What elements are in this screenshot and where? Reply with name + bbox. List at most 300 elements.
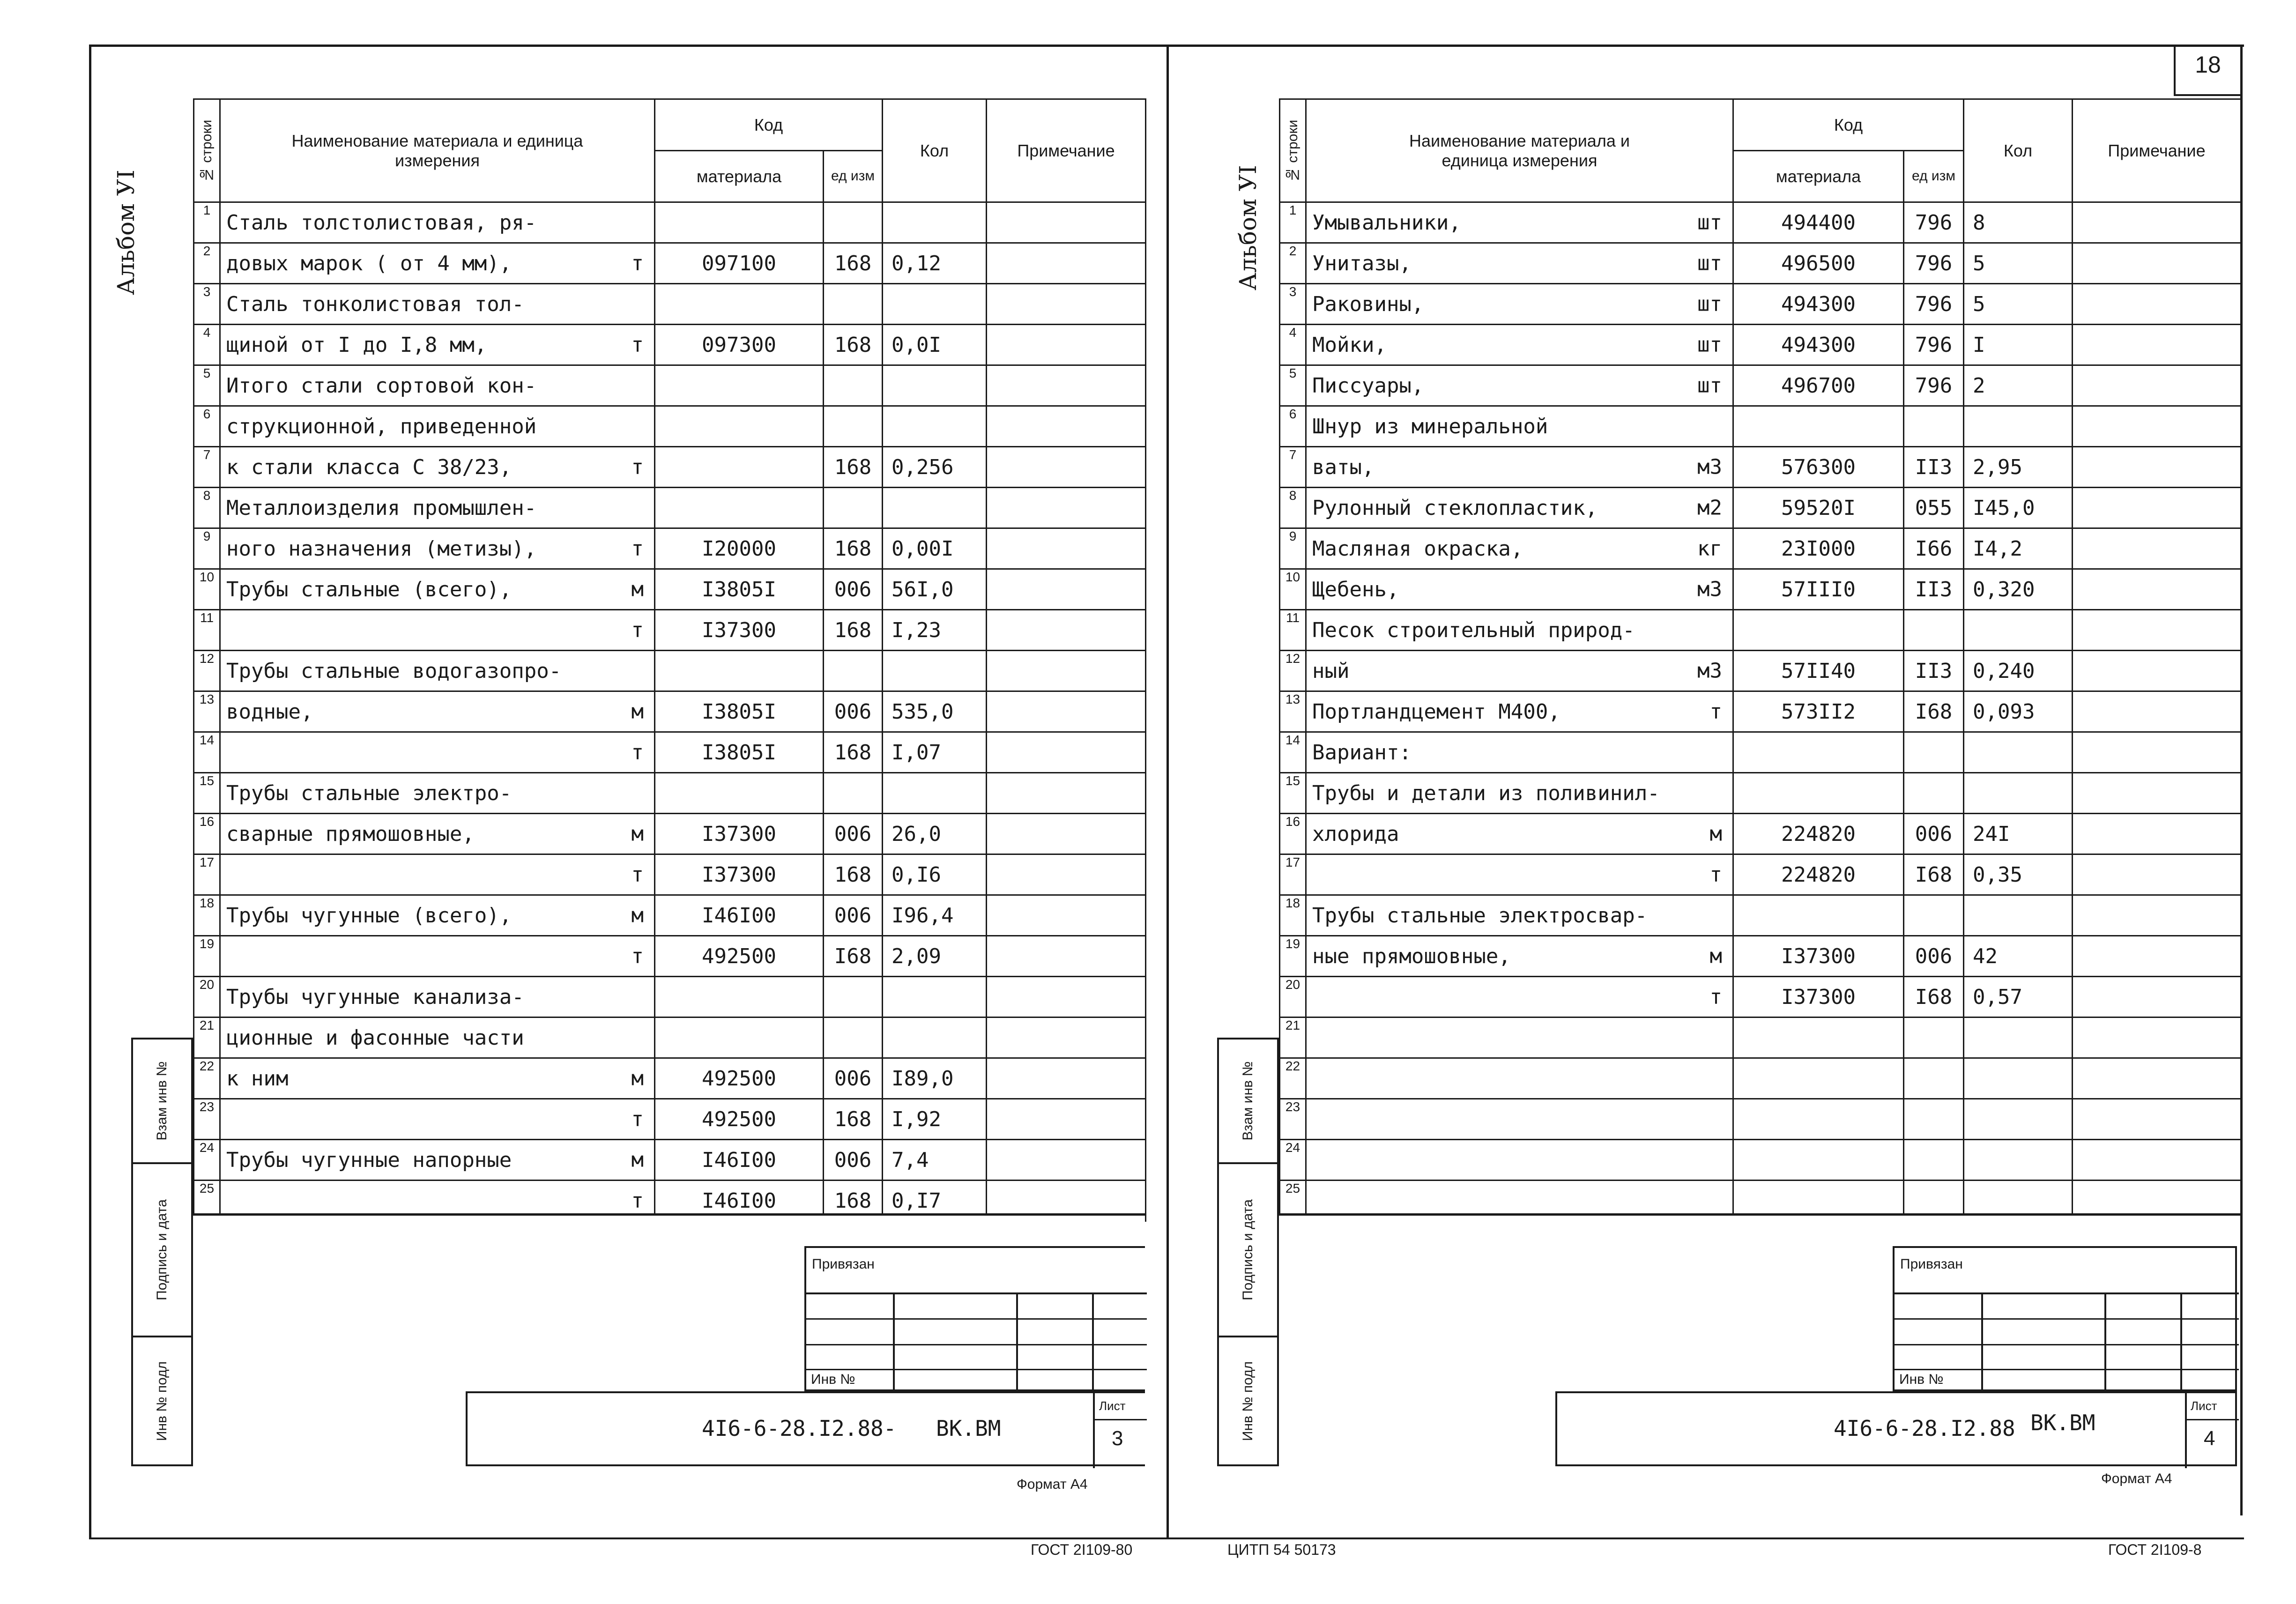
row-number-cell: 14 xyxy=(1280,732,1306,773)
note-cell xyxy=(987,528,1146,569)
row-number-cell: 14 xyxy=(194,732,220,773)
material-code-cell: I37300 xyxy=(655,854,824,895)
unit-of-measure: т xyxy=(631,944,644,968)
material-code-cell: 097300 xyxy=(655,325,824,365)
row-number-cell: 4 xyxy=(1280,325,1306,365)
document-code: 4I6-6-28.I2.88- xyxy=(702,1416,897,1441)
material-name: довых марок ( от 4 мм), xyxy=(226,251,512,275)
material-code-cell: 496500 xyxy=(1733,243,1904,284)
unit-code-cell: 055 xyxy=(1904,488,1964,528)
unit-code-cell xyxy=(824,284,883,325)
row-number-cell: 1 xyxy=(194,202,220,243)
table-row xyxy=(194,773,1146,814)
table-row xyxy=(1280,1099,2241,1140)
material-name: Трубы чугунные (всего), xyxy=(226,903,512,928)
left-border-line xyxy=(89,45,91,1539)
quantity-cell xyxy=(1964,1017,2073,1058)
material-code-cell: I37300 xyxy=(655,814,824,854)
material-code-cell: 576300 xyxy=(1733,447,1904,488)
note-cell xyxy=(2073,1058,2241,1099)
material-code-cell: 224820 xyxy=(1733,814,1904,854)
unit-code-cell: I68 xyxy=(1904,691,1964,732)
material-name-cell xyxy=(1306,936,1733,977)
unit-of-measure: м xyxy=(631,699,644,724)
table-body-left xyxy=(194,202,1146,1221)
table-row xyxy=(1280,406,2241,447)
material-name-cell xyxy=(1306,1017,1733,1058)
document-code: 4I6-6-28.I2.88 xyxy=(1834,1416,2015,1441)
note-cell xyxy=(2073,569,2241,610)
row-number-cell: 12 xyxy=(194,651,220,691)
note-cell xyxy=(2073,895,2241,936)
table-row xyxy=(1280,895,2241,936)
note-cell xyxy=(2073,977,2241,1017)
table-row xyxy=(1280,243,2241,284)
quantity-cell: 2 xyxy=(1964,365,2073,406)
quantity-cell xyxy=(1964,610,2073,651)
material-name-cell xyxy=(1306,528,1733,569)
table-row xyxy=(194,936,1146,977)
material-name: Рулонный стеклопластик, xyxy=(1312,496,1598,520)
material-name-cell xyxy=(220,651,655,691)
bound-box-left xyxy=(804,1246,1145,1391)
material-name-cell xyxy=(220,528,655,569)
material-name-cell xyxy=(220,1058,655,1099)
col-header-note: Примечание xyxy=(2073,99,2241,202)
material-name: ные прямошовные, xyxy=(1312,944,1511,968)
bound-label: Привязан xyxy=(1900,1256,1963,1272)
unit-of-measure: м xyxy=(1709,822,1722,846)
material-name: Унитазы, xyxy=(1312,251,1412,275)
quantity-cell: I,92 xyxy=(883,1099,987,1140)
material-name-cell xyxy=(1306,325,1733,365)
material-code-cell: 492500 xyxy=(655,1099,824,1140)
note-cell xyxy=(987,732,1146,773)
material-name-cell xyxy=(220,406,655,447)
table-row xyxy=(194,651,1146,691)
unit-of-measure: т xyxy=(1709,862,1722,887)
material-name-cell xyxy=(220,569,655,610)
title-block-right xyxy=(1279,1213,2240,1466)
note-cell xyxy=(987,325,1146,365)
material-name-cell xyxy=(220,610,655,651)
material-name-cell xyxy=(220,936,655,977)
stamp-rule xyxy=(1279,1213,2240,1216)
table-row xyxy=(1280,651,2241,691)
material-code-cell: 57II40 xyxy=(1733,651,1904,691)
sheet-label: Лист xyxy=(1099,1399,1126,1413)
quantity-cell: 0,240 xyxy=(1964,651,2073,691)
note-cell xyxy=(2073,732,2241,773)
material-code-cell xyxy=(655,1017,824,1058)
material-name-cell xyxy=(1306,854,1733,895)
material-code-cell: I37300 xyxy=(1733,936,1904,977)
row-number-cell: 10 xyxy=(1280,569,1306,610)
material-name: Трубы стальные (всего), xyxy=(226,577,512,602)
table-row xyxy=(194,488,1146,528)
material-name-cell xyxy=(1306,1140,1733,1181)
material-code-cell xyxy=(1733,732,1904,773)
document-suffix: ВК.ВМ xyxy=(936,1416,1001,1441)
material-code-cell: 492500 xyxy=(655,1058,824,1099)
material-name-cell xyxy=(1306,651,1733,691)
sheet-number: 4 xyxy=(2204,1427,2215,1450)
unit-code-cell: I68 xyxy=(824,936,883,977)
material-name: Сталь толстолистовая, ря- xyxy=(226,210,537,235)
material-name: Песок строительный природ- xyxy=(1312,618,1635,642)
stamp-grid-line xyxy=(893,1292,895,1393)
unit-of-measure: шт xyxy=(1697,333,1722,357)
material-code-cell xyxy=(1733,1099,1904,1140)
spine-stamp-left xyxy=(131,1038,193,1466)
table-row xyxy=(1280,202,2241,243)
row-number-cell: 13 xyxy=(194,691,220,732)
unit-of-measure: т xyxy=(631,1188,644,1213)
row-number-cell: 8 xyxy=(194,488,220,528)
table-row xyxy=(194,1058,1146,1099)
quantity-cell: 0,35 xyxy=(1964,854,2073,895)
unit-code-cell: I68 xyxy=(1904,977,1964,1017)
table-row xyxy=(194,325,1146,365)
album-label-right: Альбом УI xyxy=(1234,165,1262,290)
material-name: Портландцемент М400, xyxy=(1312,699,1560,724)
row-number-cell: 9 xyxy=(194,528,220,569)
material-name-cell xyxy=(1306,365,1733,406)
material-name: Трубы стальные водогазопро- xyxy=(226,659,562,683)
spine-label: Инв № подл xyxy=(154,1361,170,1441)
material-name: Трубы стальные электросвар- xyxy=(1312,903,1648,928)
unit-code-cell: 168 xyxy=(824,1099,883,1140)
material-table-right xyxy=(1279,98,2242,1222)
footer-center-code: ЦИТП 54 50173 xyxy=(1227,1541,1336,1558)
col-header-qty: Кол xyxy=(883,99,987,202)
note-cell xyxy=(2073,488,2241,528)
table-row xyxy=(1280,528,2241,569)
material-name: Мойки, xyxy=(1312,333,1387,357)
material-name-cell xyxy=(220,447,655,488)
row-number-cell: 3 xyxy=(1280,284,1306,325)
material-name: Трубы чугунные канализа- xyxy=(226,985,524,1009)
bound-label: Привязан xyxy=(812,1256,875,1272)
table-row xyxy=(194,1099,1146,1140)
material-name: ного назначения (метизы), xyxy=(226,536,537,561)
note-cell xyxy=(2073,691,2241,732)
unit-code-cell: 796 xyxy=(1904,243,1964,284)
row-number-cell: 22 xyxy=(1280,1058,1306,1099)
material-name: Умывальники, xyxy=(1312,210,1461,235)
table-row xyxy=(194,732,1146,773)
note-cell xyxy=(987,773,1146,814)
material-name-cell xyxy=(220,732,655,773)
material-name: хлорида xyxy=(1312,822,1399,846)
row-number-cell: 1 xyxy=(1280,202,1306,243)
note-cell xyxy=(2073,610,2241,651)
unit-code-cell xyxy=(824,202,883,243)
unit-of-measure: м xyxy=(631,822,644,846)
row-number-cell: 20 xyxy=(194,977,220,1017)
stamp-grid-line xyxy=(1895,1369,2239,1370)
table-row xyxy=(194,1017,1146,1058)
material-code-cell: 573II2 xyxy=(1733,691,1904,732)
row-number-cell: 17 xyxy=(194,854,220,895)
row-number-cell: 5 xyxy=(1280,365,1306,406)
material-code-cell: 224820 xyxy=(1733,854,1904,895)
unit-code-cell: I66 xyxy=(1904,528,1964,569)
material-code-cell: I3805I xyxy=(655,691,824,732)
quantity-cell xyxy=(1964,1140,2073,1181)
material-code-cell xyxy=(655,773,824,814)
material-name: Масляная окраска, xyxy=(1312,536,1523,561)
quantity-cell: 56I,0 xyxy=(883,569,987,610)
stamp-grid-line xyxy=(2185,1419,2239,1420)
quantity-cell: 0,093 xyxy=(1964,691,2073,732)
table-row xyxy=(1280,325,2241,365)
row-number-cell: 10 xyxy=(194,569,220,610)
col-header-note: Примечание xyxy=(987,99,1146,202)
material-code-cell: 57III0 xyxy=(1733,569,1904,610)
material-name-cell xyxy=(220,977,655,1017)
page-number-box xyxy=(2174,45,2240,96)
note-cell xyxy=(2073,814,2241,854)
material-name: струкционной, приведенной xyxy=(226,414,537,438)
unit-of-measure: т xyxy=(631,455,644,479)
material-name-cell xyxy=(1306,610,1733,651)
row-number-cell: 5 xyxy=(194,365,220,406)
note-cell xyxy=(987,406,1146,447)
spine-label: Взам инв № xyxy=(154,1061,170,1141)
material-name: Щебень, xyxy=(1312,577,1399,602)
document-suffix: ВК.ВМ xyxy=(2030,1410,2095,1435)
quantity-cell: 535,0 xyxy=(883,691,987,732)
material-name-cell xyxy=(220,1017,655,1058)
material-name-cell xyxy=(1306,1058,1733,1099)
material-name-cell xyxy=(1306,284,1733,325)
table-row xyxy=(194,977,1146,1017)
quantity-cell: 5 xyxy=(1964,284,2073,325)
note-cell xyxy=(2073,1140,2241,1181)
sheet-label: Лист xyxy=(2191,1399,2217,1413)
note-cell xyxy=(987,1058,1146,1099)
material-code-cell xyxy=(1733,1058,1904,1099)
row-number-cell: 19 xyxy=(194,936,220,977)
quantity-cell xyxy=(883,488,987,528)
designation-box-right xyxy=(1555,1391,2237,1466)
row-number-cell: 15 xyxy=(1280,773,1306,814)
unit-code-cell: 796 xyxy=(1904,365,1964,406)
material-code-cell: I46I00 xyxy=(655,1140,824,1181)
material-name-cell xyxy=(220,243,655,284)
spine-label: Инв № подл xyxy=(1240,1361,1256,1441)
table-row xyxy=(194,447,1146,488)
row-number-cell: 2 xyxy=(194,243,220,284)
quantity-cell xyxy=(883,202,987,243)
note-cell xyxy=(987,936,1146,977)
material-code-cell: I20000 xyxy=(655,528,824,569)
unit-code-cell: II3 xyxy=(1904,569,1964,610)
row-number-cell: 23 xyxy=(194,1099,220,1140)
material-code-cell xyxy=(655,447,824,488)
col-header-material: материала xyxy=(655,151,824,202)
row-number-cell: 23 xyxy=(1280,1099,1306,1140)
row-number-cell: 16 xyxy=(194,814,220,854)
material-name-cell xyxy=(1306,732,1733,773)
row-number-cell: 20 xyxy=(1280,977,1306,1017)
unit-of-measure: м xyxy=(631,903,644,928)
note-cell xyxy=(987,977,1146,1017)
quantity-cell xyxy=(1964,895,2073,936)
stamp-grid-line xyxy=(806,1292,1147,1294)
col-header-unit: ед изм xyxy=(824,151,883,202)
table-row xyxy=(194,854,1146,895)
unit-code-cell xyxy=(1904,732,1964,773)
material-name-cell xyxy=(1306,977,1733,1017)
row-number-cell: 12 xyxy=(1280,651,1306,691)
note-cell xyxy=(987,569,1146,610)
unit-code-cell: 006 xyxy=(824,1058,883,1099)
unit-of-measure: шт xyxy=(1697,251,1722,275)
table-row xyxy=(194,365,1146,406)
unit-of-measure: м xyxy=(631,577,644,602)
note-cell xyxy=(987,691,1146,732)
quantity-cell: 0,I6 xyxy=(883,854,987,895)
table-body-right xyxy=(1280,202,2241,1221)
unit-code-cell: 168 xyxy=(824,610,883,651)
note-cell xyxy=(2073,651,2241,691)
stamp-grid-line xyxy=(2104,1292,2106,1393)
quantity-cell xyxy=(1964,732,2073,773)
unit-code-cell: 168 xyxy=(824,732,883,773)
stamp-rule xyxy=(193,1213,1145,1216)
material-name-cell xyxy=(220,773,655,814)
material-code-cell: 494400 xyxy=(1733,202,1904,243)
material-name-cell xyxy=(220,365,655,406)
material-name: ционные и фасонные части xyxy=(226,1025,524,1050)
format-label-left: Формат А4 xyxy=(1017,1477,1088,1492)
spine-label: Взам инв № xyxy=(1240,1061,1256,1141)
unit-code-cell xyxy=(1904,1140,1964,1181)
col-header-qty: Кол xyxy=(1964,99,2073,202)
material-code-cell: 59520I xyxy=(1733,488,1904,528)
material-code-cell: I37300 xyxy=(655,610,824,651)
material-name-cell xyxy=(1306,569,1733,610)
note-cell xyxy=(2073,1017,2241,1058)
table-row xyxy=(1280,488,2241,528)
unit-of-measure: т xyxy=(631,251,644,275)
quantity-cell: 2,95 xyxy=(1964,447,2073,488)
unit-code-cell xyxy=(1904,1099,1964,1140)
material-code-cell xyxy=(655,651,824,691)
material-code-cell: 097100 xyxy=(655,243,824,284)
unit-code-cell xyxy=(1904,406,1964,447)
quantity-cell xyxy=(883,406,987,447)
material-table-left xyxy=(193,98,1146,1222)
note-cell xyxy=(987,895,1146,936)
table-row xyxy=(194,243,1146,284)
row-number-cell: 17 xyxy=(1280,854,1306,895)
bound-box-right xyxy=(1893,1246,2237,1391)
unit-code-cell xyxy=(1904,1017,1964,1058)
unit-of-measure: шт xyxy=(1697,292,1722,316)
unit-of-measure: м3 xyxy=(1697,577,1722,602)
table-row xyxy=(1280,365,2241,406)
material-name-cell xyxy=(220,854,655,895)
quantity-cell: 0,57 xyxy=(1964,977,2073,1017)
quantity-cell: I89,0 xyxy=(883,1058,987,1099)
row-number-cell: 21 xyxy=(1280,1017,1306,1058)
table-row xyxy=(1280,1017,2241,1058)
unit-code-cell xyxy=(824,773,883,814)
unit-code-cell: 168 xyxy=(824,325,883,365)
col-header-row-no: № строки xyxy=(194,99,220,202)
unit-of-measure: шт xyxy=(1697,210,1722,235)
spine-stamp-right xyxy=(1217,1038,1279,1466)
note-cell xyxy=(2073,936,2241,977)
stamp-grid-line xyxy=(2180,1292,2182,1393)
material-code-cell: 492500 xyxy=(655,936,824,977)
quantity-cell: I96,4 xyxy=(883,895,987,936)
material-name-cell xyxy=(1306,488,1733,528)
footer-gost-left: ГОСТ 2I109-80 xyxy=(1031,1541,1133,1558)
quantity-cell xyxy=(883,773,987,814)
row-number-cell: 7 xyxy=(194,447,220,488)
col-header-code: Код xyxy=(655,99,883,151)
material-name-cell xyxy=(220,1099,655,1140)
unit-code-cell xyxy=(824,977,883,1017)
album-label-left: Альбом УI xyxy=(112,170,140,295)
quantity-cell: 0,0I xyxy=(883,325,987,365)
note-cell xyxy=(987,1099,1146,1140)
row-number-cell: 9 xyxy=(1280,528,1306,569)
unit-code-cell xyxy=(1904,895,1964,936)
row-number-cell: 3 xyxy=(194,284,220,325)
material-name-cell xyxy=(220,1140,655,1181)
col-header-row-no: № строки xyxy=(1280,99,1306,202)
unit-code-cell: 168 xyxy=(824,528,883,569)
unit-of-measure: м3 xyxy=(1697,455,1722,479)
material-name-cell xyxy=(1306,447,1733,488)
spine-cell-inventory xyxy=(131,1337,193,1466)
material-name: к ним xyxy=(226,1066,289,1091)
unit-of-measure: т xyxy=(1709,985,1722,1009)
quantity-cell xyxy=(883,365,987,406)
stamp-grid-line xyxy=(2185,1393,2187,1468)
row-number-cell: 18 xyxy=(194,895,220,936)
quantity-cell xyxy=(883,651,987,691)
unit-code-cell: I68 xyxy=(1904,854,1964,895)
unit-code-cell: 168 xyxy=(824,447,883,488)
note-cell xyxy=(2073,202,2241,243)
spine-cell-signature xyxy=(131,1164,193,1337)
table-row xyxy=(194,202,1146,243)
material-code-cell: 496700 xyxy=(1733,365,1904,406)
note-cell xyxy=(2073,773,2241,814)
table-row xyxy=(194,895,1146,936)
quantity-cell: I,07 xyxy=(883,732,987,773)
material-code-cell xyxy=(1733,1140,1904,1181)
unit-of-measure: т xyxy=(631,536,644,561)
material-code-cell: I46I00 xyxy=(655,895,824,936)
unit-code-cell: II3 xyxy=(1904,447,1964,488)
table-row xyxy=(1280,773,2241,814)
table-row xyxy=(194,814,1146,854)
stamp-grid-line xyxy=(806,1318,1147,1320)
unit-code-cell: 796 xyxy=(1904,284,1964,325)
table-row xyxy=(1280,854,2241,895)
note-cell xyxy=(2073,528,2241,569)
material-code-cell xyxy=(655,284,824,325)
quantity-cell: 8 xyxy=(1964,202,2073,243)
note-cell xyxy=(987,284,1146,325)
